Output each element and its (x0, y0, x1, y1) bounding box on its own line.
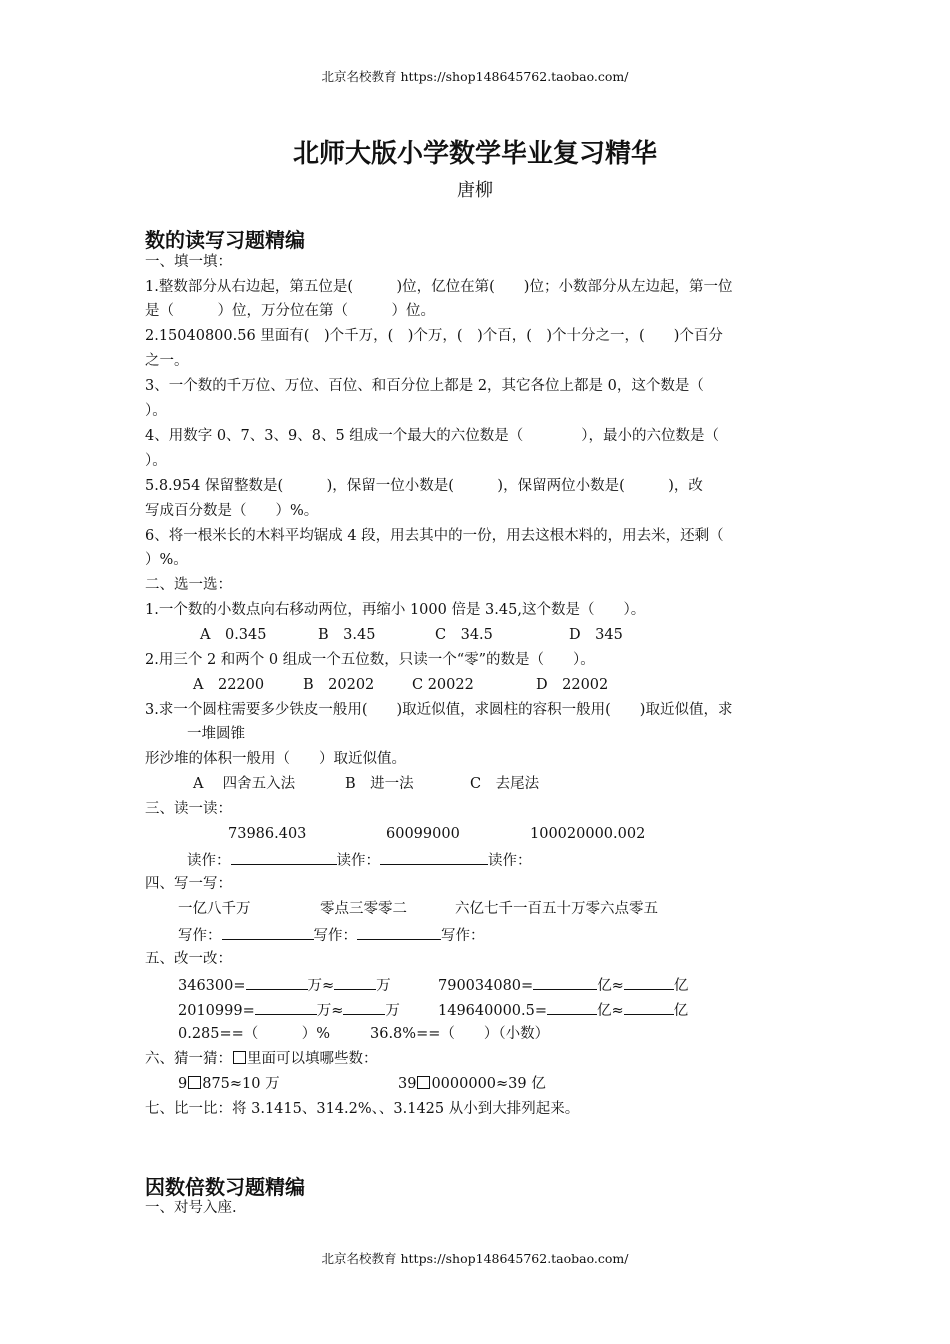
convert-1-blank-b (334, 975, 376, 990)
choice-3-line-1: 3.求一个圆柱需要多少铁皮一般用( )取近似值，求圆柱的容积一般用( )取近似值，求 (145, 702, 733, 718)
choice-2-option-b: B 20202 (303, 677, 375, 693)
question-2-line-1: 2.15040800.56 里面有( )个千万，( )个万，( )个百，( )个十分之一，( )个百分 (145, 328, 723, 344)
guess-2-suffix: 0000000≈39 亿 (431, 1076, 546, 1092)
question-4-line-2: ）。 (145, 453, 167, 469)
convert-3-blank-a (255, 1000, 317, 1015)
convert-4-number: 149640000.5= (438, 1003, 548, 1019)
write-label-2: 写作： (313, 928, 357, 944)
part-title-guess (145, 1050, 378, 1068)
convert-2-blank-a (533, 975, 597, 990)
read-label-2: 读作： (336, 853, 380, 869)
choice-3-line-3: 形沙堆的体积一般用（ ）取近似值。 (145, 751, 406, 767)
write-label-1: 写作： (178, 928, 222, 944)
choice-1-option-b: B 3.45 (318, 627, 376, 643)
question-4-line-1: 4、用数字 0、7、3、9、8、5 组成一个最大的六位数是（ ），最小的六位数是（ (145, 428, 720, 444)
choice-2-option-d: D 22002 (536, 677, 609, 693)
choice-3-option-c: C 去尾法 (470, 776, 540, 792)
section-heading-number-reading: 数的读写习题精编 (145, 228, 305, 252)
choice-2-option-a: A 22200 (193, 677, 265, 693)
guess-title-suffix: 里面可以填哪些数： (247, 1051, 378, 1067)
part-title-write: 四、写一写： (145, 876, 232, 892)
part-title-read: 三、读一读： (145, 801, 232, 817)
write-word-2: 零点三零零二 (320, 901, 407, 917)
part-compare: 七、比一比：将 3.1415、314.2%、、3.1425 从小到大排列起来。 (145, 1101, 580, 1117)
choice-3-option-b: B 进一法 (345, 776, 414, 792)
question-5-line-2: 写成百分数是（ ）%。 (145, 503, 319, 519)
choice-3-line-2: 一堆圆锥 (187, 726, 245, 742)
convert-3-unit-approx: 万≈ (316, 1003, 344, 1019)
section-heading-factors-multiples: 因数倍数习题精编 (145, 1175, 305, 1199)
convert-5: 0.285==（ ）% (178, 1026, 331, 1042)
write-word-1: 一亿八千万 (178, 901, 251, 917)
convert-row-2-left (178, 1000, 400, 1020)
convert-2-number: 790034080= (438, 978, 534, 994)
question-2-line-2: 之一。 (145, 353, 189, 369)
convert-1-number: 346300= (178, 978, 246, 994)
page-footer: 北京名校教育 https://shop148645762.taobao.com/ (321, 1251, 629, 1266)
question-3-line-1: 3、一个数的千万位、万位、百位、和百分位上都是 2，其它各位上都是 0，这个数是（ (145, 378, 704, 394)
convert-4-blank-a (547, 1000, 597, 1015)
choice-1-question: 1.一个数的小数点向右移动两位，再缩小 1000 倍是 3.45,这个数是（ ）。 (145, 602, 646, 618)
choice-1-option-d: D 345 (569, 627, 623, 643)
read-blank-2 (380, 850, 488, 865)
write-word-3: 六亿七千一百五十万零六点零五 (455, 901, 658, 917)
convert-2-unit: 亿 (673, 978, 689, 994)
document-author: 唐柳 (457, 180, 493, 201)
square-box-icon (188, 1076, 201, 1089)
question-6-line-2: ）%。 (145, 552, 188, 568)
question-5-line-1: 5.8.954 保留整数是( )，保留一位小数是( )，保留两位小数是( )，改 (145, 478, 703, 494)
read-number-1: 73986.403 (228, 826, 307, 842)
write-blank-1 (222, 925, 314, 940)
convert-row-2-right (438, 1000, 688, 1020)
convert-1-blank-a (246, 975, 308, 990)
read-blank-1 (231, 850, 337, 865)
choice-1-option-a: A 0.345 (200, 627, 267, 643)
convert-1-unit-approx: 万≈ (307, 978, 335, 994)
convert-6: 36.8%==（ ）（小数） (370, 1026, 550, 1042)
page-header: 北京名校教育 https://shop148645762.taobao.com/ (321, 69, 629, 84)
part-title-fill: 一、填一填： (145, 254, 232, 270)
question-1-line-1: 1.整数部分从右边起，第五位是( )位，亿位在第( )位；小数部分从左边起，第一位 (145, 279, 733, 295)
read-answer-row (187, 850, 532, 870)
convert-row-1-left (178, 975, 391, 995)
convert-4-unit: 亿 (673, 1003, 689, 1019)
convert-1-unit: 万 (376, 978, 391, 994)
question-6-line-1: 6、将一根米长的木料平均锯成 4 段，用去其中的一份，用去这根木料的，用去米，还剩（ (145, 528, 724, 544)
read-number-2: 60099000 (386, 826, 460, 842)
read-number-3: 100020000.002 (530, 826, 646, 842)
write-blank-2 (357, 925, 441, 940)
read-label-1: 读作： (187, 853, 231, 869)
convert-2-blank-b (624, 975, 674, 990)
choice-2-option-c: C 20022 (412, 677, 474, 693)
square-box-icon (233, 1051, 246, 1064)
guess-1-prefix: 9 (178, 1076, 188, 1092)
read-label-3: 读作： (488, 853, 532, 869)
guess-title-prefix: 六、猜一猜： (145, 1051, 232, 1067)
choice-2-question: 2.用三个 2 和两个 0 组成一个五位数，只读一个“零”的数是（ ）。 (145, 652, 595, 668)
guess-1 (178, 1075, 280, 1093)
question-3-line-2: ）。 (145, 403, 167, 419)
convert-2-unit-approx: 亿≈ (597, 978, 624, 994)
guess-1-suffix: 875≈10 万 (202, 1076, 280, 1092)
write-label-3: 写作： (441, 928, 485, 944)
write-answer-row (178, 925, 485, 945)
choice-3-option-a: A 四舍五入法 (193, 776, 296, 792)
part-title-choose: 二、选一选： (145, 577, 232, 593)
square-box-icon (417, 1076, 430, 1089)
section2-part-title: 一、对号入座. (145, 1200, 237, 1216)
convert-3-blank-b (343, 1000, 385, 1015)
convert-3-number: 2010999= (178, 1003, 255, 1019)
convert-row-1-right (438, 975, 688, 995)
part-title-convert: 五、改一改： (145, 951, 232, 967)
convert-4-unit-approx: 亿≈ (597, 1003, 624, 1019)
choice-1-option-c: C 34.5 (435, 627, 493, 643)
question-1-line-2: 是（ ）位，万分位在第（ ）位。 (145, 303, 435, 319)
convert-3-unit: 万 (385, 1003, 400, 1019)
convert-4-blank-b (624, 1000, 674, 1015)
guess-2 (398, 1075, 546, 1093)
document-title: 北师大版小学数学毕业复习精华 (292, 139, 657, 169)
guess-2-prefix: 39 (398, 1076, 417, 1092)
